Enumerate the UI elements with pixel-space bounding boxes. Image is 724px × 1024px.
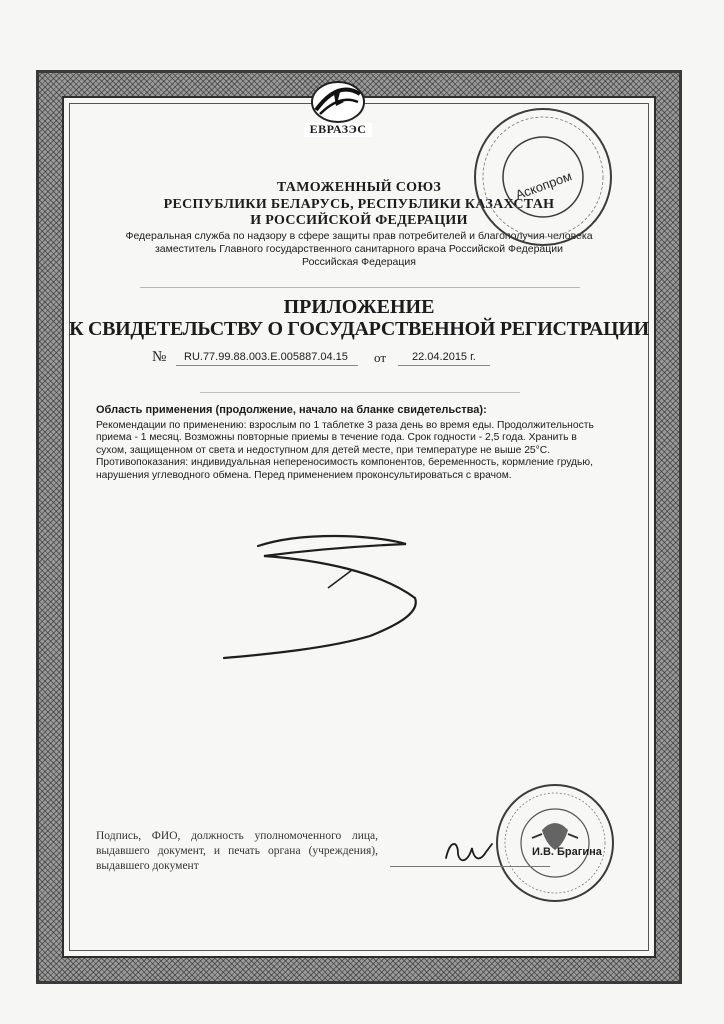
republics-line: РЕСПУБЛИКИ БЕЛАРУСЬ, РЕСПУБЛИКИ КАЗАХСТАН	[163, 197, 555, 212]
company-stamp	[470, 104, 616, 250]
section-heading: Область применения (продолжение, начало на бланке свидетельства):	[96, 404, 487, 416]
authority-line-2: заместитель Главного государственного санитарного врача Российской Федерации	[154, 243, 564, 255]
federation-line: И РОССИЙСКОЙ ФЕДЕРАЦИИ	[250, 213, 468, 228]
guide-line	[140, 287, 580, 288]
emblem-caption: ЕВРАЗЭС	[309, 122, 367, 136]
official-signature	[440, 834, 520, 870]
number-underline	[176, 365, 358, 366]
registration-date: 22.04.2015 г.	[412, 351, 476, 363]
official-name: И.В. Брагина	[532, 846, 602, 858]
authority-line-3: Российская Федерация	[302, 256, 416, 268]
document-subtitle: К СВИДЕТЕЛЬСТВУ О ГОСУДАРСТВЕННОЙ РЕГИСТРАЦИИ	[69, 318, 649, 340]
product-recommendations: Рекомендации по применению: взрослым по 1 таблетке 3 раза день во время еды. Продолжительность приема - 1 месяц. Возможны повторные приемы в течение года. Срок годности - 2,5 года. Хранить в сухом, защищенном от света и недоступном для детей месте, при температуре не выше 25°С. Противопоказания: индивидуальная непереносимость компонентов, беременность, кормление грудью, нарушения углеводного обмена. Перед применением проконсультироваться с врачом.	[96, 420, 594, 481]
guide-line-2	[200, 392, 520, 393]
date-underline	[398, 365, 490, 366]
number-label: №	[152, 349, 167, 365]
signatory-label: Подпись, ФИО, должность уполномоченного лица, выдавшего документ, и печать органа (учреждения), выдавшего документ	[96, 830, 378, 872]
authorized-signature	[210, 520, 440, 670]
document-title: ПРИЛОЖЕНИЕ	[283, 296, 435, 318]
customs-union-title: ТАМОЖЕННЫЙ СОЮЗ	[276, 180, 442, 195]
date-label: от	[374, 350, 387, 365]
company-stamp-text: Аскопром	[513, 168, 574, 203]
registration-number: RU.77.99.88.003.E.005887.04.15	[184, 351, 348, 363]
evrazes-emblem	[296, 76, 380, 140]
authority-line-1: Федеральная служба по надзору в сфере защиты прав потребителей и благополучия человека	[125, 230, 593, 242]
